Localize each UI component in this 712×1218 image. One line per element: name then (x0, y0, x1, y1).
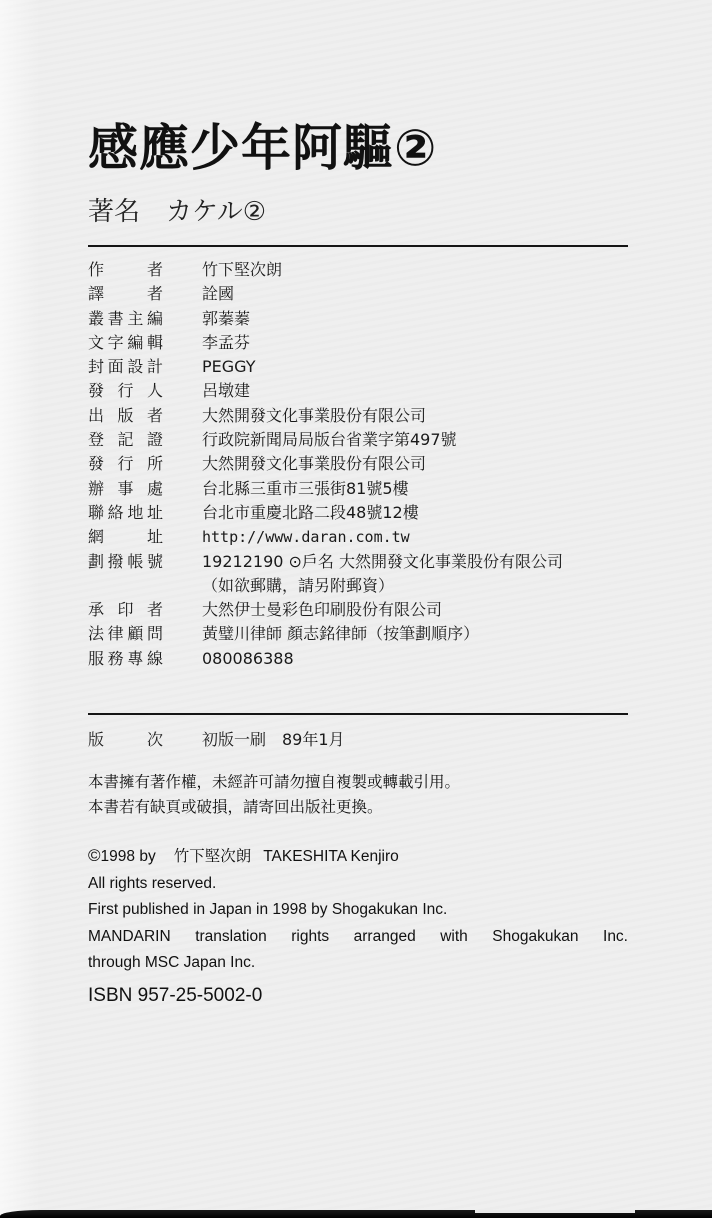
credit-label: 發行人 (88, 381, 163, 401)
credit-row-legal-counsel (88, 622, 648, 646)
credit-label: 辦事處 (88, 478, 163, 498)
original-title-label: 著名 (88, 197, 141, 227)
credit-label: 叢書主編 (88, 308, 163, 328)
credit-value: PEGGY (202, 357, 256, 377)
credit-value: 行政院新聞局局版台省業字第497號 (202, 430, 457, 450)
translation-line-1: MANDARIN translation rights arranged with Shogakukan Inc. (88, 927, 628, 945)
credit-label: 發行所 (88, 454, 163, 474)
credit-row-postal-note (88, 574, 648, 598)
website-link[interactable]: http://www.daran.com.tw (202, 528, 410, 547)
credit-label: 承印者 (88, 600, 163, 620)
bottom-divider (88, 713, 628, 715)
credit-row-translator (88, 282, 648, 306)
credit-row-office (88, 477, 648, 501)
credit-row-registration (88, 428, 648, 452)
credit-value: 大然開發文化事業股份有限公司 (202, 405, 427, 425)
credit-row-publisher (88, 404, 648, 428)
top-divider (88, 245, 628, 247)
credit-label: 網 址 (88, 527, 163, 547)
credit-row-contact-address (88, 501, 648, 525)
credit-row-postal-account (88, 550, 648, 574)
credit-value: 080086388 (202, 648, 294, 668)
credit-row-printer (88, 598, 648, 622)
edition-label: 版 次 (88, 730, 163, 749)
original-title (88, 196, 266, 228)
credit-row-text-editor (88, 331, 648, 355)
credit-label: 劃撥帳號 (88, 551, 163, 571)
edition-row-inner (88, 728, 648, 752)
first-published-line: First published in Japan in 1998 by Shogakukan Inc. (88, 901, 448, 918)
credit-label: 譯 者 (88, 284, 163, 304)
page-edge-gap (475, 1210, 635, 1213)
credit-label: 法律顧問 (88, 624, 163, 644)
copyright-author-latin: TAKESHITA Kenjiro (263, 848, 399, 865)
credit-row-cover-design (88, 355, 648, 379)
credits-table (88, 258, 648, 671)
credit-row-service-line (88, 647, 648, 671)
credit-label: 文字編輯 (88, 332, 163, 352)
credit-value: 郭蓁蓁 (202, 308, 251, 328)
credit-row-distributor (88, 452, 648, 476)
credit-value: 台北縣三重市三張街81號5樓 (202, 478, 409, 498)
credit-label: 封面設計 (88, 357, 163, 377)
credit-value: 台北市重慶北路二段48號12樓 (202, 502, 419, 522)
credit-value: 詮國 (202, 284, 235, 304)
credit-label: 出版者 (88, 405, 163, 425)
credit-row-publisher-person (88, 379, 648, 403)
book-title: 感應少年阿驅② (88, 119, 438, 177)
credit-value: 大然開發文化事業股份有限公司 (202, 454, 427, 474)
credit-label: 登記證 (88, 430, 163, 450)
credit-label: 作 者 (88, 260, 163, 279)
notice-line: 本書擁有著作權，未經許可請勿擅自複製或轉載引用。 (88, 773, 461, 791)
credit-value: 大然伊士曼彩色印刷股份有限公司 (202, 600, 443, 620)
credit-value: 李孟芬 (202, 332, 251, 352)
credit-row-series-editor (88, 307, 648, 331)
credit-value: 呂墩建 (202, 381, 251, 401)
credit-label: 服務專線 (88, 648, 163, 668)
copyright-symbol: © (88, 846, 101, 865)
credit-value: 黃璧川律師 顏志銘律師（按筆劃順序） (202, 624, 480, 644)
original-title-value: カケル② (166, 197, 267, 227)
credit-row-author (88, 258, 648, 282)
isbn: ISBN 957-25-5002-0 (88, 985, 263, 1006)
page-edge-shadow (0, 1210, 712, 1218)
credit-row-website (88, 525, 648, 549)
copyright-line (88, 843, 628, 871)
english-copyright-block (88, 843, 628, 977)
edition-row (88, 728, 648, 752)
credit-value: 竹下堅次朗 (202, 260, 283, 279)
credit-value: 19212190 ⊙戶名 大然開發文化事業股份有限公司 (202, 551, 564, 571)
credit-label: 聯絡地址 (88, 502, 163, 522)
copyright-notice (88, 770, 460, 820)
notice-line: 本書若有缺頁或破損，請寄回出版社更換。 (88, 798, 383, 816)
rights-line: All rights reserved. (88, 874, 217, 892)
edition-value: 初版一刷 89年1月 (202, 730, 345, 749)
copyright-year: 1998 by (100, 848, 156, 865)
translation-line-2: through MSC Japan Inc. (88, 954, 256, 971)
credit-value: （如欲郵購，請另附郵資） (202, 575, 395, 595)
copyright-author-cjk: 竹下堅次朗 (173, 847, 252, 865)
